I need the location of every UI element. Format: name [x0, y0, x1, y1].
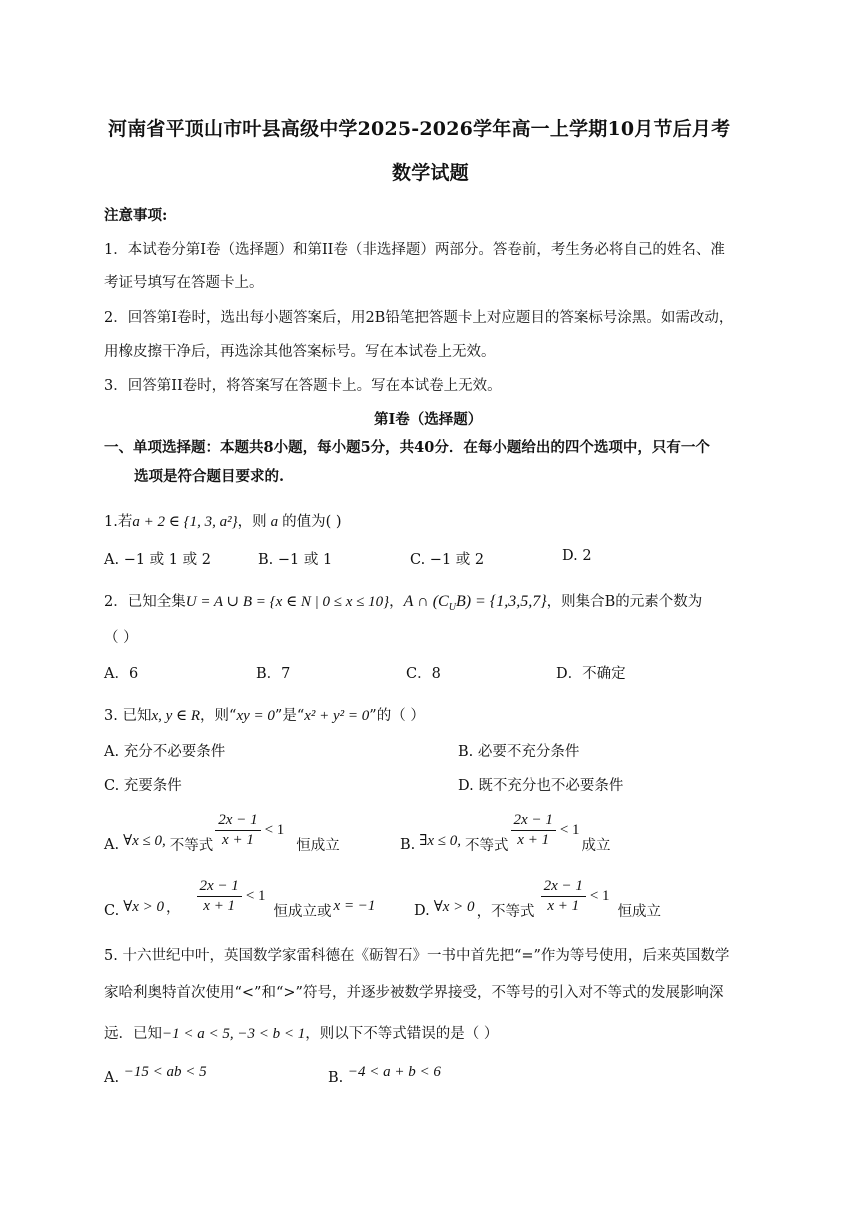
q4-a-text2: 恒成立 — [296, 838, 340, 854]
q1-option-b: B. −1 或 1 — [258, 552, 333, 568]
q5-line3-suffix: ，则以下不等式错误的是（ ） — [305, 1026, 499, 1042]
question-1 — [104, 510, 342, 531]
q5-line3 — [104, 1022, 498, 1043]
q5-a-expression: −15 < ab < 5 — [123, 1064, 207, 1080]
q5-option-a — [104, 1064, 207, 1086]
q1-mid: ，则 — [237, 514, 267, 530]
q2-suffix: ，则集合B的元素个数为 — [546, 594, 703, 610]
q2-option-a: A．6 — [104, 666, 139, 682]
q2-expression-1: U = A ∪ B = {x ∈ N | 0 ≤ x ≤ 10} — [185, 594, 390, 610]
q2-option-c: C．8 — [406, 666, 441, 682]
q2-comma: ， — [389, 594, 404, 610]
q4-c-label: C. — [104, 902, 120, 919]
part-instructions-line1: 一、单项选择题：本题共8小题，每小题5分，共40分．在每小题给出的四个选项中，只有一个 — [104, 439, 710, 456]
q1-var: a — [270, 514, 279, 530]
exam-title-line1: 河南省平顶山市叶县高级中学2025-2026学年高一上学期10月节后月考 — [108, 118, 731, 140]
q5-line3-expression: −1 < a < 5, −3 < b < 1 — [162, 1026, 306, 1042]
q4-c-text: 恒成立或 — [273, 904, 332, 920]
q4-c-lt: < 1 — [245, 888, 266, 904]
q2-expr2-start: A ∩ (C — [403, 593, 449, 610]
fraction-denominator: x + 1 — [203, 898, 236, 914]
q4-c-condition: ∀x > 0 — [123, 899, 165, 915]
q4-d-lt: < 1 — [589, 888, 610, 904]
q4-b-fraction — [511, 812, 556, 849]
fraction-denominator: x + 1 — [547, 898, 580, 914]
q5-line2: 家哈利奥特首次使用“<”和“>”符号，并逐步被数学界接受，不等号的引入对不等式的发展影响深 — [104, 985, 724, 1001]
q3-expression-2: xy = 0 — [236, 708, 275, 724]
q3-mid2: ”是“ — [274, 708, 305, 724]
q1-option-c: C. −1 或 2 — [410, 552, 485, 568]
q4-a-text1: 不等式 — [169, 838, 214, 854]
notice-item-1-line1: 1．本试卷分第I卷（选择题）和第II卷（非选择题）两部分。答卷前，考生务必将自己的姓名、准 — [104, 242, 725, 258]
section-title: 第I卷（选择题） — [374, 411, 483, 428]
question-2 — [104, 590, 702, 613]
q2-expression-2 — [403, 593, 547, 614]
q4-b-text2: 成立 — [581, 838, 611, 854]
q4-b-lt: < 1 — [559, 822, 580, 838]
fraction-numerator: 2x − 1 — [215, 812, 260, 831]
fraction-numerator: 2x − 1 — [541, 878, 586, 897]
exam-title-line2: 数学试题 — [392, 162, 469, 184]
q3-suffix: ”的（ ） — [369, 708, 425, 724]
part-instructions-line2: 选项是符合题目要求的. — [134, 468, 285, 485]
q4-b-label: B. — [400, 836, 416, 853]
q3-mid1: ，则“ — [200, 708, 237, 724]
q3-expression-3: x² + y² = 0 — [304, 708, 370, 724]
q5-line1: 5. 十六世纪中叶，英国数学家雷科德在《砺智石》一书中首先把“=”作为等号使用，后来英国数学 — [104, 948, 730, 964]
q4-a-lt: < 1 — [264, 822, 285, 838]
q3-option-a: A. 充分不必要条件 — [104, 744, 226, 760]
q3-option-c: C. 充要条件 — [104, 778, 182, 794]
q1-option-a: A. −1 或 1 或 2 — [104, 552, 211, 568]
q4-d-text1: ，不等式 — [476, 904, 535, 920]
q4-b-text1: 不等式 — [465, 838, 509, 854]
q3-expression-1: x, y ∈ R — [151, 708, 201, 724]
q5-b-label: B. — [328, 1070, 344, 1086]
q1-prefix: 1.若 — [104, 514, 133, 530]
notice-item-3: 3．回答第II卷时，将答案写在答题卡上。写在本试卷上无效。 — [104, 378, 502, 394]
q4-option-a — [104, 812, 340, 854]
q5-line3-prefix: 远．已知 — [104, 1026, 162, 1042]
q4-option-c — [104, 878, 376, 920]
q1-suffix: 的值为( ) — [282, 514, 342, 530]
notice-item-2-line2: 用橡皮擦干净后，再选涂其他答案标号。写在本试卷上无效。 — [104, 344, 496, 360]
notice-item-1-line2: 考证号填写在答题卡上。 — [104, 275, 264, 291]
q4-d-fraction — [541, 878, 586, 915]
q2-subscript: U — [448, 602, 456, 614]
q4-d-label: D. — [414, 902, 430, 919]
q2-option-b: B．7 — [256, 666, 291, 682]
q5-option-b — [328, 1064, 441, 1086]
q5-a-label: A. — [104, 1070, 120, 1086]
q1-option-d: D. 2 — [562, 548, 592, 564]
fraction-denominator: x + 1 — [222, 832, 254, 848]
q4-a-label: A. — [104, 836, 120, 853]
notice-heading: 注意事项: — [104, 207, 168, 224]
q4-option-d — [414, 878, 662, 920]
q4-b-condition: ∃x ≤ 0, — [419, 833, 462, 849]
q4-a-condition: ∀x ≤ 0, — [123, 833, 166, 849]
fraction-numerator: 2x − 1 — [511, 812, 556, 831]
q4-c-comma: ， — [166, 900, 181, 916]
q4-d-text2: 恒成立 — [617, 904, 662, 920]
q2-prefix: 2．已知全集 — [104, 594, 186, 610]
q2-option-d: D．不确定 — [556, 666, 626, 682]
q3-option-d: D. 既不充分也不必要条件 — [458, 778, 624, 794]
q4-a-fraction — [215, 812, 260, 849]
q4-c-fraction — [197, 878, 242, 915]
notice-item-2-line1: 2．回答第I卷时，选出每小题答案后，用2B铅笔把答题卡上对应题目的答案标号涂黑。如需改动， — [104, 310, 734, 326]
q2-expr2-end: B) = {1,3,5,7} — [455, 593, 547, 610]
q4-c-expression: x = −1 — [333, 898, 376, 914]
q2-paren: （ ） — [104, 630, 138, 646]
q4-option-b — [400, 812, 611, 854]
q4-d-condition: ∀x > 0 — [433, 899, 475, 915]
fraction-numerator: 2x − 1 — [197, 878, 242, 897]
q1-expression: a + 2 ∈ {1, 3, a²} — [132, 514, 238, 530]
fraction-denominator: x + 1 — [517, 832, 550, 848]
q3-prefix: 3. 已知 — [104, 708, 152, 724]
question-3 — [104, 704, 425, 725]
q5-b-expression: −4 < a + b < 6 — [347, 1064, 441, 1080]
q3-option-b: B. 必要不充分条件 — [458, 744, 580, 760]
